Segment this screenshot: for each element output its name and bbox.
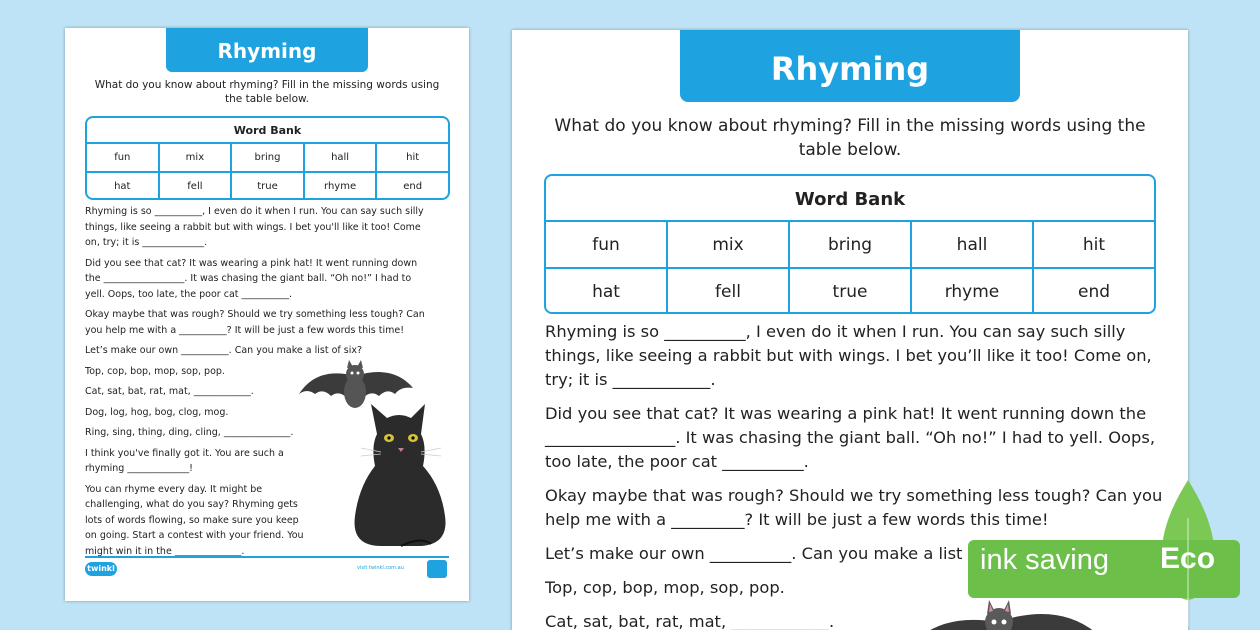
word-bank-cell: end xyxy=(375,173,448,200)
word-bank-row xyxy=(546,222,1154,267)
footer-url: visit twinkl.com.au xyxy=(357,565,404,571)
word-bank-cell: mix xyxy=(666,222,788,267)
cat-illustration xyxy=(341,386,459,554)
word-bank-cell: bring xyxy=(788,222,910,267)
word-bank-cell: rhyme xyxy=(910,269,1032,314)
word-bank-heading: Word Bank xyxy=(87,118,448,144)
word-bank-cell: hat xyxy=(592,282,620,302)
paragraph: Top, cop, bop, mop, sop, pop. xyxy=(85,365,225,377)
word-bank-cell: fun xyxy=(592,235,620,255)
quality-badge-icon xyxy=(427,560,447,578)
worksheet-title: Rhyming xyxy=(166,28,368,72)
paragraph: Let’s make our own __________. Can you make a list xyxy=(545,544,963,563)
paragraph: I think you've finally got it. You are such a rhyming _____________! xyxy=(85,447,284,474)
paragraph: Did you see that cat? It was wearing a pink hat! It went running down the ________________. It was chasing the giant ball. “Oh no!” I had to yell. Oops, too late, the poor cat __________. xyxy=(545,404,1156,471)
eco-tag: Eco xyxy=(1160,542,1216,575)
paragraph: Okay maybe that was rough? Should we try something less tough? Can you help me with a _________? It will be just a few words this time! xyxy=(545,486,1163,529)
word-bank-cell: fun xyxy=(114,152,131,163)
word-bank-row xyxy=(546,267,1154,314)
paragraph: Did you see that cat? It was wearing a pink hat! It went running down the _________________. It was chasing the giant ball. “Oh no!” I had to yell. Oops, too late, the poor cat __________. xyxy=(85,257,418,300)
paragraph: Rhyming is so __________, I even do it when I run. You can say such silly things, like seeing a rabbit but with wings. I bet you’ll like it too! Come on, try; it is ____________. xyxy=(545,322,1152,389)
paragraph: Ring, sing, thing, ding, cling, ______________. xyxy=(85,427,294,438)
paragraph: Rhyming is so __________, I even do it when I run. You can say such silly things, like seeing a rabbit but with wings. I bet you'll like it too! Come on, try; it is _____________. xyxy=(85,206,424,248)
word-bank-cell: fell xyxy=(158,173,231,200)
word-bank-cell: true xyxy=(788,269,910,314)
word-bank-cell: fell xyxy=(666,269,788,314)
word-bank-table xyxy=(85,116,450,200)
word-bank-cell: mix xyxy=(158,144,231,171)
paragraph: Dog, log, hog, bog, clog, mog. xyxy=(85,406,229,418)
paragraph: Top, cop, bop, mop, sop, pop. xyxy=(545,578,785,597)
word-bank-cell: hit xyxy=(375,144,448,171)
word-bank-table xyxy=(544,174,1156,314)
word-bank-cell: hall xyxy=(910,222,1032,267)
paragraph: Cat, sat, bat, rat, mat, ____________. xyxy=(85,386,254,397)
twinkl-logo: twinkl xyxy=(85,562,117,576)
paragraph: Cat, sat, bat, rat, mat, ____________. xyxy=(545,612,835,630)
eco-label: ink saving xyxy=(980,544,1109,576)
word-bank-heading: Word Bank xyxy=(546,176,1154,222)
word-bank-cell: end xyxy=(1032,269,1154,314)
paragraph: Okay maybe that was rough? Should we try something less tough? Can you help me with a __________? It will be just a few words this time! xyxy=(85,309,425,336)
worksheet-intro: What do you know about rhyming? Fill in the missing words using the table below. xyxy=(554,116,1146,160)
word-bank-cell: hat xyxy=(114,181,131,192)
word-bank-cell: hall xyxy=(303,144,376,171)
worksheet-preview-small xyxy=(65,28,469,601)
word-bank-cell: true xyxy=(230,173,303,200)
word-bank-row xyxy=(87,171,448,200)
word-bank-cell: rhyme xyxy=(303,173,376,200)
word-bank-cell: bring xyxy=(230,144,303,171)
worksheet-title: Rhyming xyxy=(680,30,1020,102)
footer-divider xyxy=(85,556,449,558)
paragraph: You can rhyme every day. It might be challenging, what do you say? Rhyming gets lots of words flowing, so make sure you keep on going. Start a contest with your friend. You might win it in the ______________. xyxy=(85,483,304,557)
worksheet-intro: What do you know about rhyming? Fill in the missing words using the table below. xyxy=(94,79,440,105)
paragraph: Let’s make our own __________. Can you make a list of six? xyxy=(85,345,363,356)
word-bank-row xyxy=(87,144,448,171)
word-bank-cell: hit xyxy=(1032,222,1154,267)
